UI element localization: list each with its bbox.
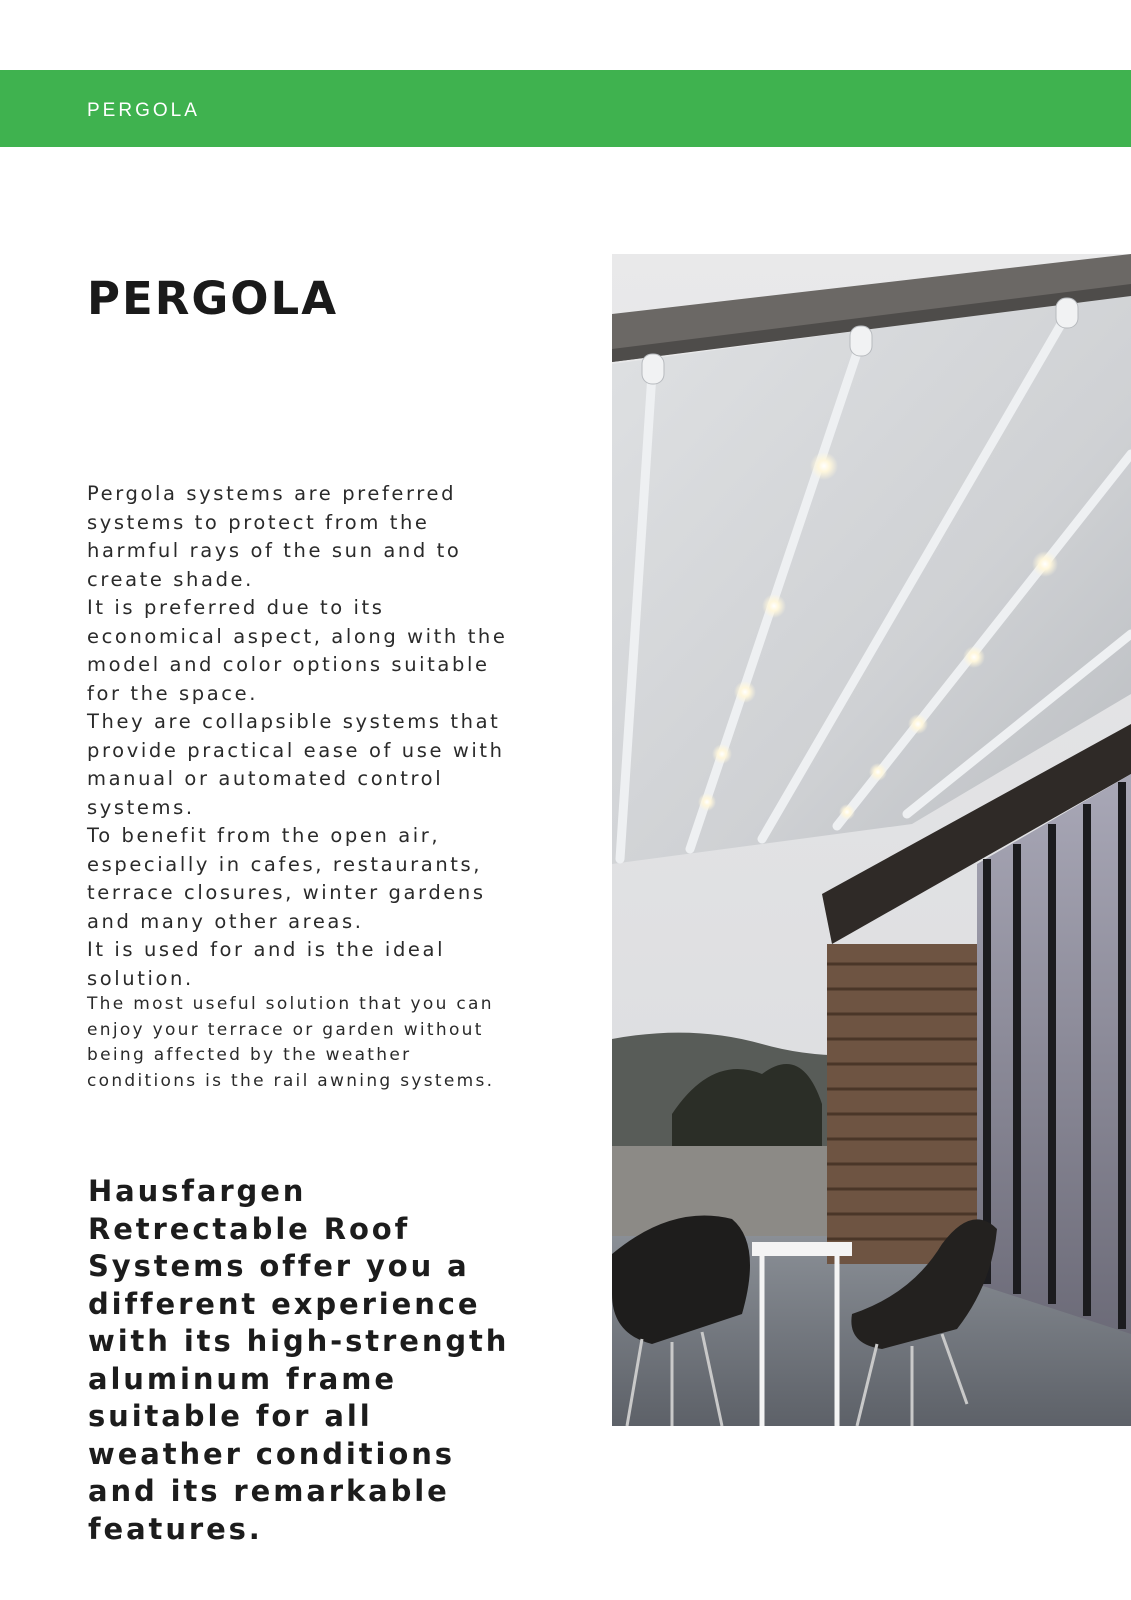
header-bar xyxy=(0,70,1131,147)
highlight-paragraph: Hausfargen Retrectable Roof Systems offer you a different experience with its high-strength aluminum frame suitable for all weather conditions and its remarkable features. xyxy=(88,1174,510,1546)
paragraph: Pergola systems are preferred systems to protect from the harmful rays of the sun and to create shade. xyxy=(87,482,462,591)
header-label: PERGOLA xyxy=(87,100,200,121)
small-paragraph: The most useful solution that you can enjoy your terrace or garden without being affected by the weather conditions is the rail awning systems. xyxy=(87,994,495,1091)
paragraph: It is preferred due to its economical aspect, along with the model and color options suitable for the space. xyxy=(87,596,508,705)
body-text xyxy=(87,480,527,993)
paragraph: To benefit from the open air, especially in cafes, restaurants, terrace closures, winter gardens and many other areas. xyxy=(87,824,486,933)
paragraph: It is used for and is the ideal solution. xyxy=(87,938,446,990)
page-title: PERGOLA xyxy=(87,272,339,325)
paragraph: They are collapsible systems that provide practical ease of use with manual or automated control systems. xyxy=(87,710,505,819)
pergola-photo xyxy=(612,254,1131,1426)
